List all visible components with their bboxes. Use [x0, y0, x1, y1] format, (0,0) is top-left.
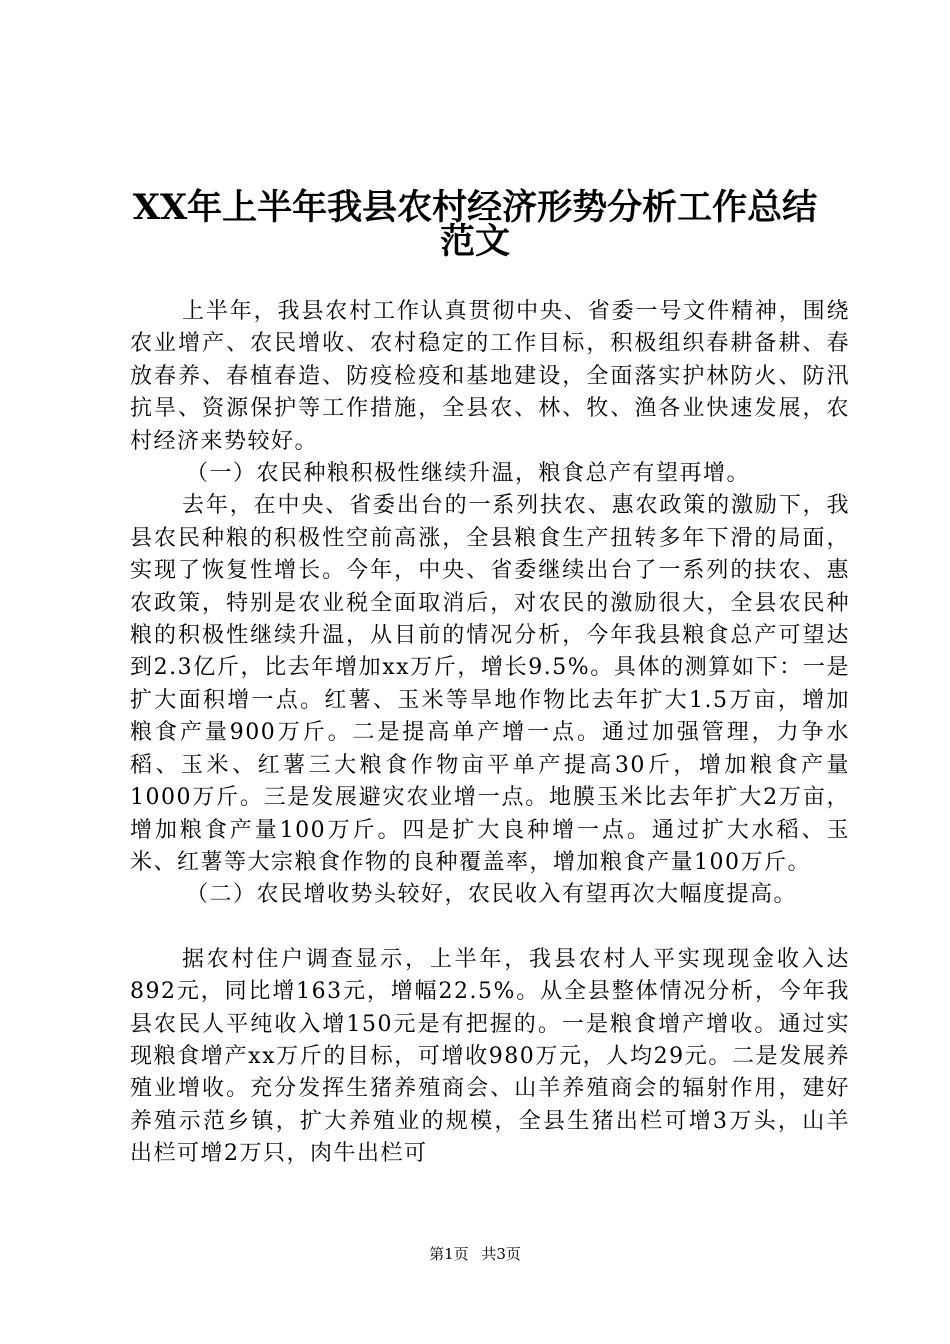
document-title-line-2: 范文: [439, 221, 510, 262]
paragraph-spacer: [130, 912, 850, 944]
document-title-line-1: XX年上半年我县农村经济形势分析工作总结: [132, 187, 818, 228]
paragraph-income: 据农村住户调查显示，上半年，我县农村人平实现现金收入达892元，同比增163元，增幅22.5%。从全县整体情况分析，今年我县农民人平纯收入增150元是有把握的。一是粮食增产增收。通过实现粮食增产xx万斤的目标，可增收980万元，人均29元。二是发展养殖业增收。充分发挥生猪养殖商会、山羊养殖商会的辐射作用，建好养殖示范乡镇，扩大养殖业的规模，全县生猪出栏可增3万头，山羊出栏可增2万只，肉牛出栏可: [130, 946, 850, 1167]
paragraph-intro: 上半年，我县农村工作认真贯彻中央、省委一号文件精神，围绕农业增产、农民增收、农村稳定的工作目标，积极组织春耕备耕、春放春养、春植春造、防疫检疫和基地建设，全面落实护林防火、防汛抗旱、资源保护等工作措施，全县农、林、牧、渔各业快速发展，农村经济来势较好。: [130, 299, 850, 454]
section-heading-1: （一）农民种粮积极性继续升温，粮食总产有望再增。: [186, 461, 751, 487]
paragraph-grain: 去年，在中央、省委出台的一系列扶农、惠农政策的激励下，我县农民种粮的积极性空前高涨，全县粮食生产扭转多年下滑的局面，实现了恢复性增长。今年，中央、省委继续出台了一系列的扶农、惠农政策，特别是农业税全面取消后，对农民的激励很大，全县农民种粮的积极性继续升温，从目前的情况分析，今年我县粮食总产可望达到2.3亿斤，比去年增加xx万斤，增长9.5%。具体的测算如下：一是扩大面积增一点。红薯、玉米等旱地作物比去年扩大1.5万亩，增加粮食产量900万斤。二是提高单产增一点。通过加强管理，力争水稻、玉米、红薯三大粮食作物亩平单产提高30斤，增加粮食产量1000万斤。三是发展避灾农业增一点。地膜玉米比去年扩大2万亩，增加粮食产量100万斤。四是扩大良种增一点。通过扩大水稻、玉米、红薯等大宗粮食作物的良种覆盖率，增加粮食产量100万斤。: [130, 493, 850, 875]
page-footer: [0, 1244, 950, 1264]
page-number: 第1页: [429, 1245, 469, 1263]
page-total: 共3页: [481, 1245, 521, 1263]
section-heading-2: （二）农民增收势头较好，农民收入有望再次大幅度提高。: [186, 882, 798, 908]
document-body: [130, 296, 850, 1171]
